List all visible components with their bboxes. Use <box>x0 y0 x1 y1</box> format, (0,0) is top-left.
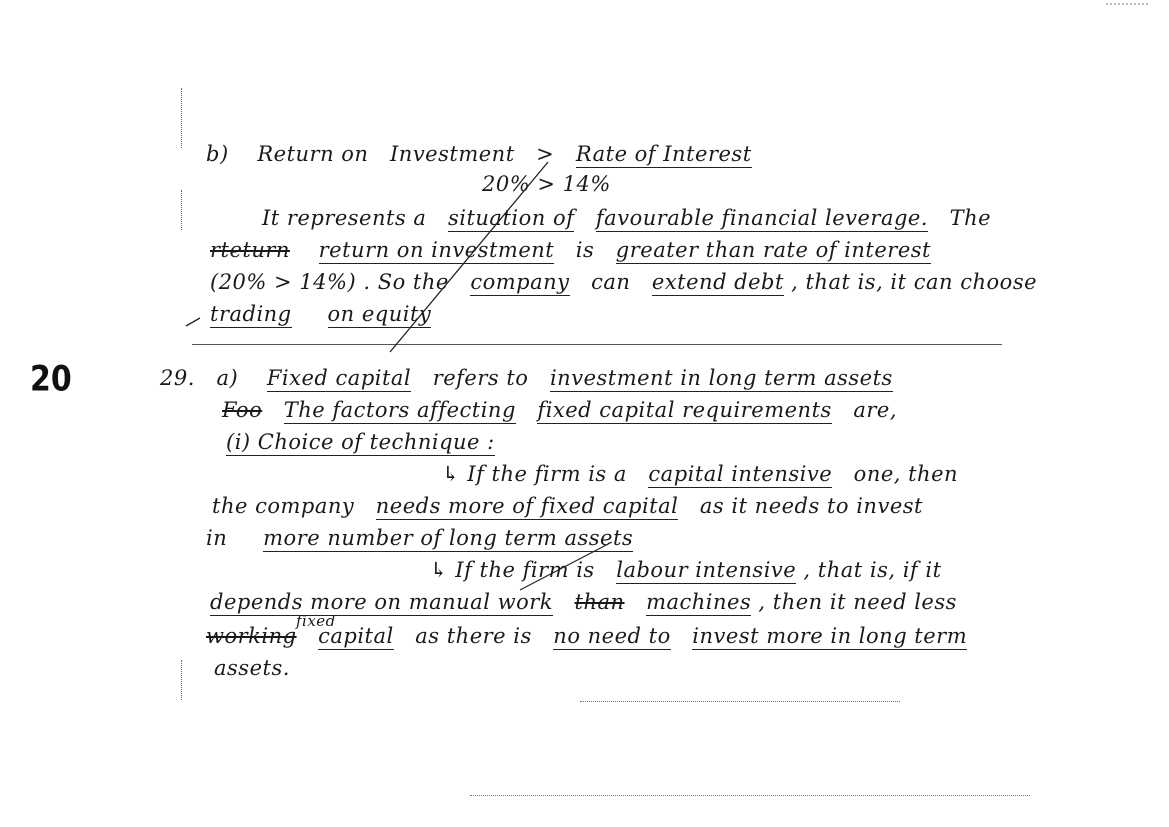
margin-line <box>181 660 183 700</box>
question-part: a) <box>216 366 239 390</box>
answer-29-line-8: depends more on manual work than machines , then it need less <box>210 590 957 614</box>
answer-29-line-2: Foo The factors affecting fixed capital requirements are, <box>222 398 897 422</box>
answer-29-line-1: 29. a) Fixed capital refers to investment in long term assets <box>160 366 893 390</box>
answer-b-comparison: 20% > 14% <box>482 172 611 196</box>
answer-b-line-1: It represents a situation of favourable financial leverage. The <box>262 206 992 230</box>
dotted-rule <box>580 701 900 702</box>
answer-b-line-4: trading on equity <box>210 302 432 326</box>
margin-score: 20 <box>30 359 72 400</box>
margin-line <box>181 88 183 148</box>
answer-b-heading: b) Return on Investment > Rate of Interest <box>206 142 752 166</box>
answer-b-line-3: (20% > 14%) . So the company can extend debt , that is, it can choose <box>210 270 1038 294</box>
answer-b-line-2: rteturn return on investment is greater than rate of interest <box>210 238 931 262</box>
answer-29-line-5: the company needs more of fixed capital as it needs to invest <box>212 494 923 518</box>
question-number: 29. <box>160 366 195 390</box>
answer-29-line-7: ↳ If the firm is labour intensive , that is, if it <box>430 558 942 582</box>
answer-29-line-10: assets. <box>214 656 290 680</box>
margin-line <box>181 190 183 230</box>
inserted-word: fixed <box>296 612 336 630</box>
answer-29-line-6: in more number of long term assets <box>206 526 634 550</box>
answer-29-line-9: working capital as there is no need to invest more in long term <box>206 624 968 648</box>
section-divider <box>192 344 1002 345</box>
answer-29-line-3: (i) Choice of technique : <box>226 430 495 454</box>
dotted-rule <box>470 795 1030 796</box>
answer-29-line-4: ↳ If the firm is a capital intensive one, then <box>442 462 959 486</box>
tick-mark-stroke <box>186 318 200 326</box>
answer-b-label: b) <box>206 142 229 166</box>
